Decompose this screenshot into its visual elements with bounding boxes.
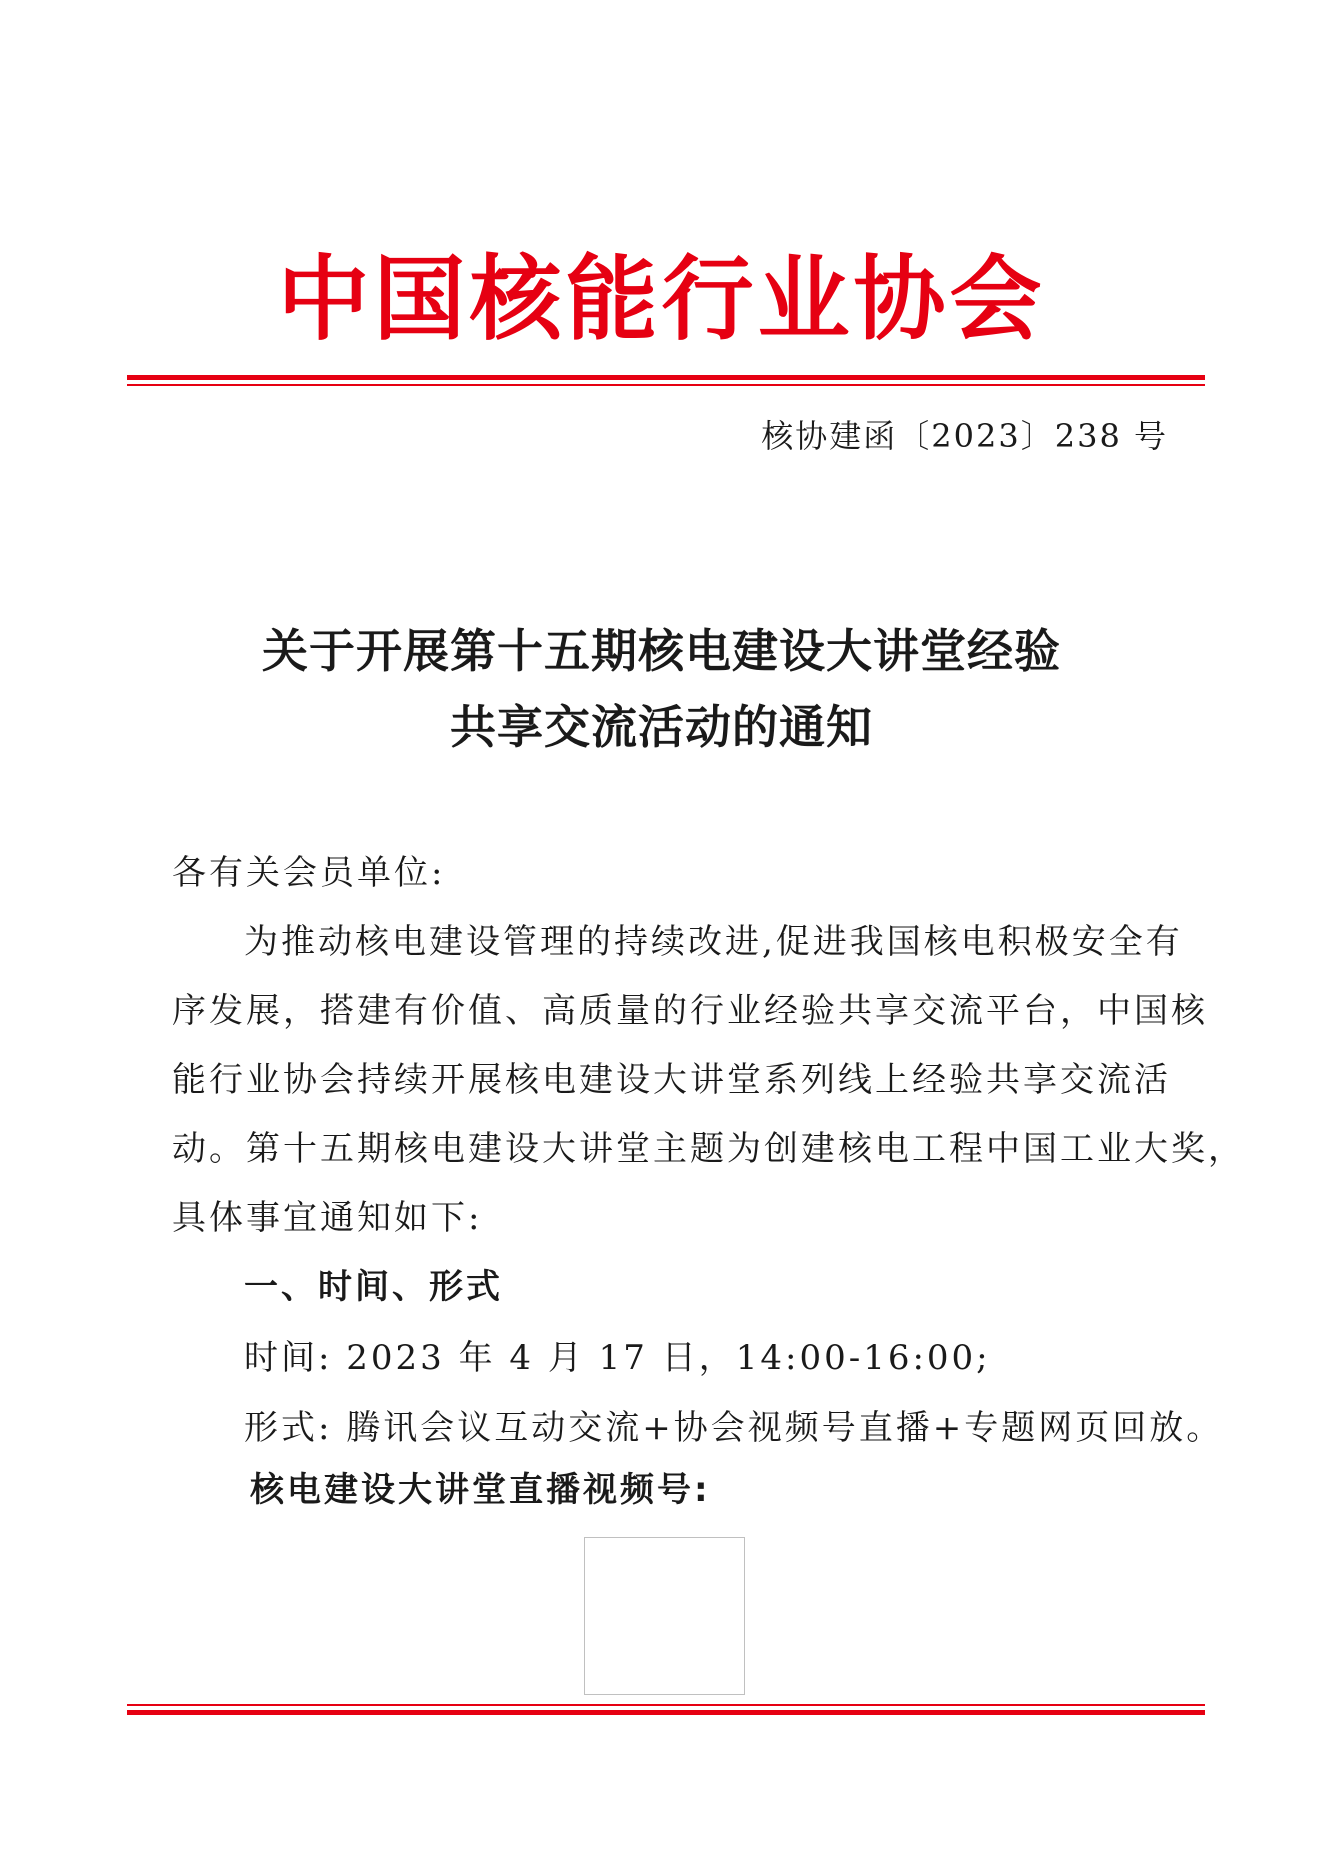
time-line: 时间: 2023 年 4 月 17 日，14:00-16:00; xyxy=(244,1338,991,1378)
qr-code-image[interactable] xyxy=(584,1537,745,1695)
document-number: 核协建函〔2023〕238 号 xyxy=(761,417,1168,455)
paragraph-line: 动。第十五期核电建设大讲堂主题为创建核电工程中国工业大奖， xyxy=(172,1129,1245,1169)
footer-rule-thin xyxy=(127,1704,1205,1706)
section-heading: 一、时间、形式 xyxy=(244,1267,503,1307)
format-line: 形式: 腾讯会议互动交流+协会视频号直播+专题网页回放。 xyxy=(244,1408,1224,1448)
paragraph-line: 为推动核电建设管理的持续改进,促进我国核电积极安全有 xyxy=(244,922,1183,962)
footer-rule-thick xyxy=(127,1710,1205,1715)
qr-caption: 核电建设大讲堂直播视频号: xyxy=(250,1470,711,1510)
document-title-line-1: 关于开展第十五期核电建设大讲堂经验 xyxy=(262,624,1061,678)
paragraph-line: 序发展，搭建有价值、高质量的行业经验共享交流平台，中国核 xyxy=(172,991,1208,1031)
paragraph-line: 具体事宜通知如下: xyxy=(172,1198,483,1238)
salutation: 各有关会员单位: xyxy=(172,853,446,893)
document-title-line-2: 共享交流活动的通知 xyxy=(450,700,873,754)
header-rule-thin xyxy=(127,384,1205,386)
org-title: 中国核能行业协会 xyxy=(277,246,1046,353)
header-rule-thick xyxy=(127,375,1205,380)
paragraph-line: 能行业协会持续开展核电建设大讲堂系列线上经验共享交流活 xyxy=(172,1060,1171,1100)
